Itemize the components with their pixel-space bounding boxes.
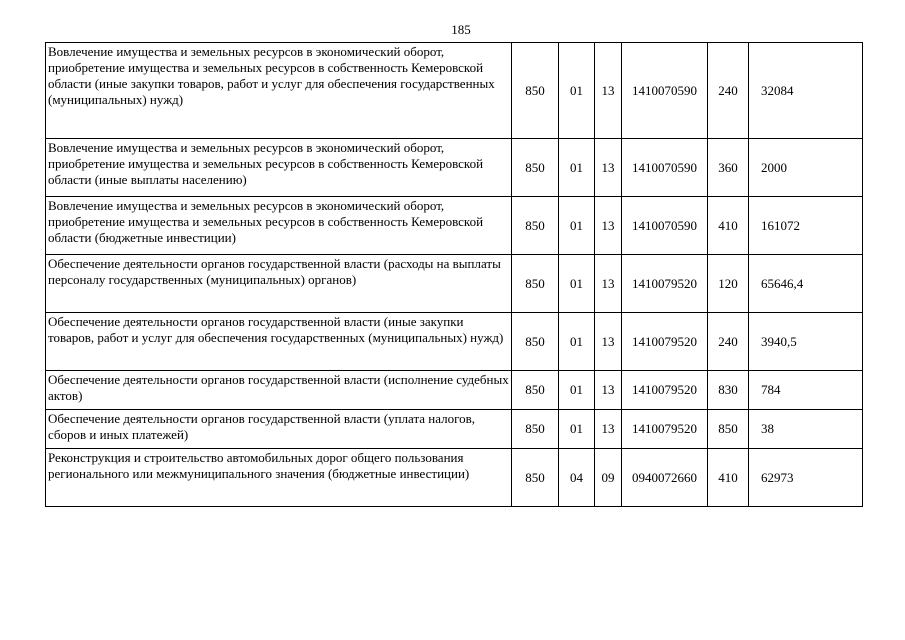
target-article-code: 1410070590 xyxy=(622,139,708,197)
subsection-code: 13 xyxy=(595,371,622,410)
subsection-code: 09 xyxy=(595,449,622,507)
section-code: 01 xyxy=(559,197,595,255)
section-code: 04 xyxy=(559,449,595,507)
table-row xyxy=(46,449,863,507)
row-description: Обеспечение деятельности органов государственной власти (иные закупки товаров, работ и услуг для обеспечения государственных (муниципальных) нужд) xyxy=(46,313,512,371)
amount: 38 xyxy=(749,410,863,449)
grbs-code: 850 xyxy=(512,43,559,139)
row-description: Вовлечение имущества и земельных ресурсов в экономический оборот, приобретение имущества и земельных ресурсов в собственность Кемеровской области (иные закупки товаров, работ и услуг для обеспечения государственных (муниципальных) нужд) xyxy=(46,43,512,139)
table-row xyxy=(46,410,863,449)
table-row xyxy=(46,371,863,410)
section-code: 01 xyxy=(559,410,595,449)
row-description: Обеспечение деятельности органов государственной власти (исполнение судебных актов) xyxy=(46,371,512,410)
target-article-code: 1410079520 xyxy=(622,410,708,449)
table-row xyxy=(46,255,863,313)
page-number: 185 xyxy=(451,22,471,37)
row-description: Обеспечение деятельности органов государственной власти (уплата налогов, сборов и иных платежей) xyxy=(46,410,512,449)
target-article-code: 0940072660 xyxy=(622,449,708,507)
amount: 65646,4 xyxy=(749,255,863,313)
subsection-code: 13 xyxy=(595,197,622,255)
target-article-code: 1410079520 xyxy=(622,371,708,410)
grbs-code: 850 xyxy=(512,139,559,197)
expense-type-code: 360 xyxy=(708,139,749,197)
row-description: Вовлечение имущества и земельных ресурсов в экономический оборот, приобретение имущества и земельных ресурсов в собственность Кемеровской области (иные выплаты населению) xyxy=(46,139,512,197)
table-row xyxy=(46,139,863,197)
grbs-code: 850 xyxy=(512,255,559,313)
section-code: 01 xyxy=(559,255,595,313)
subsection-code: 13 xyxy=(595,139,622,197)
target-article-code: 1410079520 xyxy=(622,313,708,371)
grbs-code: 850 xyxy=(512,197,559,255)
amount: 3940,5 xyxy=(749,313,863,371)
expense-type-code: 120 xyxy=(708,255,749,313)
amount: 161072 xyxy=(749,197,863,255)
expense-type-code: 830 xyxy=(708,371,749,410)
table-row xyxy=(46,197,863,255)
subsection-code: 13 xyxy=(595,313,622,371)
expense-type-code: 410 xyxy=(708,449,749,507)
row-description: Вовлечение имущества и земельных ресурсов в экономический оборот, приобретение имущества и земельных ресурсов в собственность Кемеровской области (бюджетные инвестиции) xyxy=(46,197,512,255)
row-description: Реконструкция и строительство автомобильных дорог общего пользования регионального или межмуниципального значения (бюджетные инвестиции) xyxy=(46,449,512,507)
grbs-code: 850 xyxy=(512,371,559,410)
amount: 32084 xyxy=(749,43,863,139)
section-code: 01 xyxy=(559,139,595,197)
amount: 2000 xyxy=(749,139,863,197)
section-code: 01 xyxy=(559,43,595,139)
table-row xyxy=(46,43,863,139)
amount: 62973 xyxy=(749,449,863,507)
subsection-code: 13 xyxy=(595,43,622,139)
grbs-code: 850 xyxy=(512,313,559,371)
grbs-code: 850 xyxy=(512,449,559,507)
amount: 784 xyxy=(749,371,863,410)
table-row xyxy=(46,313,863,371)
expense-type-code: 240 xyxy=(708,43,749,139)
target-article-code: 1410070590 xyxy=(622,43,708,139)
expense-type-code: 240 xyxy=(708,313,749,371)
section-code: 01 xyxy=(559,313,595,371)
budget-table xyxy=(45,42,863,507)
grbs-code: 850 xyxy=(512,410,559,449)
row-description: Обеспечение деятельности органов государственной власти (расходы на выплаты персоналу государственных (муниципальных) органов) xyxy=(46,255,512,313)
expense-type-code: 410 xyxy=(708,197,749,255)
target-article-code: 1410070590 xyxy=(622,197,708,255)
target-article-code: 1410079520 xyxy=(622,255,708,313)
subsection-code: 13 xyxy=(595,410,622,449)
expense-type-code: 850 xyxy=(708,410,749,449)
subsection-code: 13 xyxy=(595,255,622,313)
section-code: 01 xyxy=(559,371,595,410)
